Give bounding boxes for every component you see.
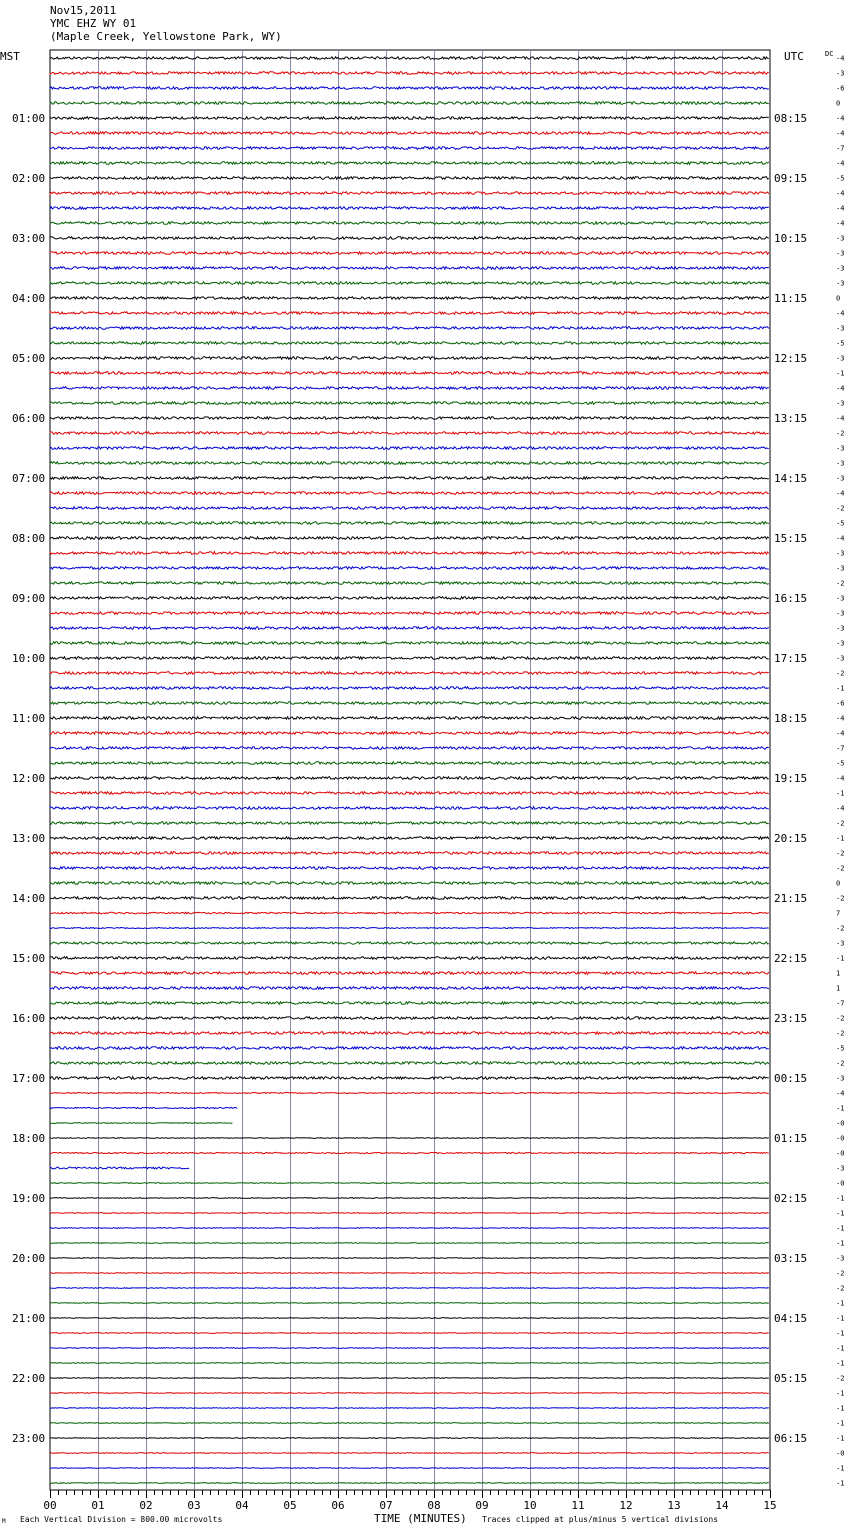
seismic-trace — [50, 1062, 769, 1065]
dc-offset-value: -4 — [836, 114, 845, 123]
left-hour-label: 03:00 — [12, 232, 46, 245]
seismic-trace — [50, 102, 769, 105]
seismic-trace — [50, 1273, 769, 1274]
right-hour-label: 05:15 — [774, 1372, 808, 1385]
x-tick-label: 04 — [235, 1499, 249, 1512]
left-hour-label: 09:00 — [12, 592, 46, 605]
seismic-trace — [50, 447, 769, 450]
seismic-trace — [50, 1408, 769, 1409]
dc-offset-value: -2 — [836, 429, 845, 438]
x-tick-label: 08 — [427, 1499, 441, 1512]
seismic-trace — [50, 312, 769, 315]
seismic-trace — [50, 432, 769, 435]
dc-offset-value: -2 — [836, 1029, 845, 1038]
left-hour-label: 21:00 — [12, 1312, 46, 1325]
dc-offset-value: -3 — [836, 459, 845, 468]
clip-note: Traces clipped at plus/minus 5 vertical divisions — [482, 1515, 719, 1524]
station-location: (Maple Creek, Yellowstone Park, WY) — [50, 30, 282, 43]
left-hour-label: 05:00 — [12, 352, 46, 365]
seismic-trace — [50, 387, 769, 390]
dc-offset-value: -3 — [836, 1254, 845, 1263]
seismic-trace — [50, 252, 769, 255]
left-timezone-label: MST — [0, 50, 20, 63]
seismic-trace — [50, 702, 769, 705]
seismic-trace — [50, 117, 769, 120]
plot-date: Nov15,2011 — [50, 4, 117, 17]
seismic-trace — [50, 1453, 769, 1454]
seismic-trace — [50, 1393, 769, 1394]
seismic-trace — [50, 552, 769, 555]
seismic-trace — [50, 417, 769, 420]
dc-offset-value: -7 — [836, 744, 845, 753]
plot-frame — [50, 50, 770, 1490]
dc-offset-value: -4 — [836, 774, 845, 783]
dc-offset-value: -3 — [836, 564, 845, 573]
seismic-trace — [50, 1032, 769, 1035]
seismic-trace — [50, 477, 769, 480]
dc-offset-value: -0 — [836, 1449, 845, 1458]
seismic-trace — [50, 1243, 769, 1244]
left-hour-label: 19:00 — [12, 1192, 46, 1205]
seismic-trace — [50, 192, 769, 195]
dc-offset-value: -5 — [836, 519, 845, 528]
seismic-trace — [50, 912, 769, 914]
dc-offset-value: -5 — [836, 339, 845, 348]
seismic-trace — [50, 237, 769, 240]
dc-offset-value: -4 — [836, 159, 845, 168]
seismic-trace — [50, 1348, 769, 1349]
seismic-trace — [50, 687, 769, 690]
seismic-trace — [50, 1288, 769, 1289]
left-hour-label: 13:00 — [12, 832, 46, 845]
dc-offset-value: -2 — [836, 864, 845, 873]
seismic-trace — [50, 837, 769, 840]
dc-offset-value: -3 — [836, 249, 845, 258]
dc-offset-value: -3 — [836, 939, 845, 948]
seismic-trace — [50, 267, 769, 270]
right-hour-label: 11:15 — [774, 292, 808, 305]
seismic-trace — [50, 942, 769, 944]
x-tick-label: 12 — [619, 1499, 633, 1512]
left-hour-label: 15:00 — [12, 952, 46, 965]
seismic-trace — [50, 1152, 769, 1153]
x-tick-label: 05 — [283, 1499, 297, 1512]
dc-offset-value: -3 — [836, 624, 845, 633]
x-tick-label: 15 — [763, 1499, 777, 1512]
seismic-trace — [50, 807, 769, 810]
seismic-trace — [50, 1303, 769, 1304]
dc-offset-value: -0 — [836, 1119, 845, 1128]
seismic-trace — [50, 1438, 769, 1439]
seismic-trace — [50, 1318, 769, 1319]
dc-offset-value: -1 — [836, 1344, 845, 1353]
dc-offset-value: -2 — [836, 924, 845, 933]
seismic-trace — [50, 177, 769, 180]
right-hour-label: 00:15 — [774, 1072, 808, 1085]
dc-offset-value: -1 — [836, 1209, 845, 1218]
seismic-trace — [50, 207, 769, 210]
dc-offset-value: -4 — [836, 309, 845, 318]
seismic-trace — [50, 627, 769, 630]
time-axis — [43, 1490, 776, 1512]
dc-offset-value: -1 — [836, 1329, 845, 1338]
vertical-division-note: Each Vertical Division = 800.00 microvolts — [20, 1515, 223, 1524]
seismic-trace — [50, 1258, 769, 1259]
seismic-trace — [50, 672, 769, 675]
dc-offset-value: -2 — [836, 504, 845, 513]
dc-offset-value: -2 — [836, 1269, 845, 1278]
dc-offset-value: -2 — [836, 1374, 845, 1383]
dc-offset-value: -3 — [836, 609, 845, 618]
dc-offset-value: -1 — [836, 1419, 845, 1428]
x-tick-label: 14 — [715, 1499, 729, 1512]
dc-offset-value: -1 — [836, 1224, 845, 1233]
dc-offset-value: -1 — [836, 1359, 845, 1368]
seismic-trace — [50, 492, 769, 495]
left-hour-label: 17:00 — [12, 1072, 46, 1085]
x-tick-label: 11 — [571, 1499, 585, 1512]
dc-offset-value: -5 — [836, 174, 845, 183]
seismic-trace — [50, 612, 769, 615]
dc-offset-value: -4 — [836, 189, 845, 198]
dc-offset-value: -1 — [836, 1104, 845, 1113]
seismic-trace — [50, 342, 769, 345]
left-hour-label: 07:00 — [12, 472, 46, 485]
right-hour-label: 02:15 — [774, 1192, 808, 1205]
dc-offset-value: -3 — [836, 1164, 845, 1173]
dc-offset-value: -1 — [836, 789, 845, 798]
seismic-trace — [50, 747, 769, 750]
dc-label: DC — [825, 50, 834, 58]
seismic-trace — [50, 582, 769, 585]
dc-offset-value: -4 — [836, 1089, 845, 1098]
dc-offset-value: 1 — [836, 984, 841, 993]
dc-offset-value: -1 — [836, 369, 845, 378]
seismic-trace — [50, 642, 769, 645]
dc-offset-value: -2 — [836, 1014, 845, 1023]
dc-offset-value: -1 — [836, 684, 845, 693]
seismic-trace — [50, 597, 769, 600]
seismic-trace — [50, 972, 769, 975]
seismic-trace — [50, 57, 769, 60]
dc-offset-value: -5 — [836, 759, 845, 768]
seismic-trace — [50, 297, 769, 300]
dc-offset-value: -3 — [836, 399, 845, 408]
dc-offset-value: -1 — [836, 1239, 845, 1248]
seismic-trace — [50, 537, 769, 540]
dc-offset-value: -3 — [836, 324, 845, 333]
dc-offset-value: 0 — [836, 294, 841, 303]
left-hour-label: 04:00 — [12, 292, 46, 305]
seismic-trace — [50, 522, 769, 525]
left-hour-label: 06:00 — [12, 412, 46, 425]
right-hour-label: 14:15 — [774, 472, 808, 485]
seismic-trace — [50, 1017, 769, 1020]
seismic-trace — [50, 507, 769, 510]
dc-offset-value: -6 — [836, 699, 845, 708]
left-hour-label: 01:00 — [12, 112, 46, 125]
dc-offset-value: -5 — [836, 1044, 845, 1053]
seismic-trace — [50, 1378, 769, 1379]
x-tick-label: 00 — [43, 1499, 57, 1512]
seismic-trace — [50, 357, 769, 360]
dc-offset-value: -3 — [836, 1074, 845, 1083]
dc-offset-value: -3 — [836, 264, 845, 273]
dc-offset-value: -3 — [836, 654, 845, 663]
dc-offset-value: 0 — [836, 879, 841, 888]
dc-offset-value: 7 — [836, 909, 841, 918]
seismic-trace — [50, 867, 769, 870]
dc-offset-value: -3 — [836, 594, 845, 603]
seismic-trace — [50, 567, 769, 570]
dc-offset-value: -4 — [836, 804, 845, 813]
dc-offset-value: -4 — [836, 714, 845, 723]
seismic-trace — [50, 957, 769, 960]
seismic-trace — [50, 852, 769, 855]
x-tick-label: 02 — [139, 1499, 153, 1512]
seismic-trace — [50, 1423, 769, 1424]
station-code: YMC EHZ WY 01 — [50, 17, 137, 30]
seismic-trace — [50, 882, 769, 885]
x-tick-label: 09 — [475, 1499, 489, 1512]
dc-offset-value: -3 — [836, 549, 845, 558]
seismic-trace — [50, 462, 769, 465]
seismic-trace — [50, 762, 769, 765]
dc-offset-value: -3 — [836, 639, 845, 648]
dc-offset-value: -4 — [836, 489, 845, 498]
dc-offset-value: -0 — [836, 1134, 845, 1143]
right-hour-label: 16:15 — [774, 592, 808, 605]
right-hour-label: 15:15 — [774, 532, 808, 545]
x-tick-label: 06 — [331, 1499, 345, 1512]
seismic-trace — [50, 1167, 189, 1169]
right-hour-label: 06:15 — [774, 1432, 808, 1445]
seismic-trace — [50, 1183, 769, 1184]
right-hour-label: 23:15 — [774, 1012, 808, 1025]
seismic-trace — [50, 1483, 769, 1484]
x-tick-label: 10 — [523, 1499, 537, 1512]
seismic-trace — [50, 147, 769, 150]
dc-offset-value: -7 — [836, 144, 845, 153]
seismic-trace — [50, 372, 769, 375]
left-hour-label: 23:00 — [12, 1432, 46, 1445]
right-hour-label: 20:15 — [774, 832, 808, 845]
right-hour-label: 22:15 — [774, 952, 808, 965]
trace-layer — [50, 57, 769, 1484]
dc-offset-value: -2 — [836, 849, 845, 858]
seismic-trace — [50, 1468, 769, 1469]
seismic-trace — [50, 657, 769, 660]
right-hour-label: 18:15 — [774, 712, 808, 725]
dc-offset-value: -1 — [836, 834, 845, 843]
seismic-trace — [50, 132, 769, 135]
seismic-trace — [50, 1228, 769, 1229]
right-hour-label: 17:15 — [774, 652, 808, 665]
dc-offset-value: -1 — [836, 954, 845, 963]
seismic-trace — [50, 1107, 237, 1108]
dc-offset-value: -4 — [836, 219, 845, 228]
right-hour-label: 21:15 — [774, 892, 808, 905]
dc-offset-value: -4 — [836, 414, 845, 423]
right-hour-label: 01:15 — [774, 1132, 808, 1145]
dc-offset-value: -3 — [836, 279, 845, 288]
left-hour-label: 18:00 — [12, 1132, 46, 1145]
dc-offset-value: -4 — [836, 129, 845, 138]
right-hour-label: 10:15 — [774, 232, 808, 245]
dc-offset-value: -1 — [836, 1434, 845, 1443]
dc-offset-value: -7 — [836, 999, 845, 1008]
plot-grid — [50, 50, 770, 1490]
footer-corner-mark: M — [2, 1518, 6, 1525]
right-hour-label: 19:15 — [774, 772, 808, 785]
seismic-trace — [50, 1047, 769, 1050]
seismic-trace — [50, 1077, 769, 1080]
dc-offset-value: -0 — [836, 1179, 845, 1188]
dc-offset-value: -3 — [836, 69, 845, 78]
left-hour-label: 08:00 — [12, 532, 46, 545]
dc-offset-value: -4 — [836, 384, 845, 393]
seismic-trace — [50, 928, 769, 929]
left-hour-label: 10:00 — [12, 652, 46, 665]
seismic-trace — [50, 777, 769, 780]
dc-offset-value: -6 — [836, 84, 845, 93]
dc-offset-value: -3 — [836, 444, 845, 453]
seismic-trace — [50, 162, 769, 165]
right-hour-label: 13:15 — [774, 412, 808, 425]
x-tick-label: 07 — [379, 1499, 393, 1512]
dc-offset-value: -4 — [836, 54, 845, 63]
seismic-trace — [50, 282, 769, 285]
seismic-trace — [50, 87, 769, 90]
x-tick-label: 03 — [187, 1499, 201, 1512]
dc-offset-value: -3 — [836, 354, 845, 363]
seismic-trace — [50, 402, 769, 405]
dc-offset-value: -4 — [836, 729, 845, 738]
left-hour-label: 22:00 — [12, 1372, 46, 1385]
dc-offset-value: -2 — [836, 579, 845, 588]
right-hour-label: 03:15 — [774, 1252, 808, 1265]
left-hour-label: 20:00 — [12, 1252, 46, 1265]
dc-offset-value: -1 — [836, 1314, 845, 1323]
right-hour-label: 09:15 — [774, 172, 808, 185]
seismic-trace — [50, 1093, 769, 1094]
right-hour-label: 04:15 — [774, 1312, 808, 1325]
dc-offset-value: -2 — [836, 1059, 845, 1068]
dc-offset-value: -1 — [836, 1299, 845, 1308]
left-hour-label: 12:00 — [12, 772, 46, 785]
dc-offset-value: -2 — [836, 894, 845, 903]
seismic-trace — [50, 222, 769, 225]
seismic-trace — [50, 327, 769, 330]
left-hour-label: 11:00 — [12, 712, 46, 725]
dc-offset-value: -0 — [836, 1149, 845, 1158]
seismic-trace — [50, 1333, 769, 1334]
dc-offset-value: -2 — [836, 669, 845, 678]
dc-offset-value: -2 — [836, 1284, 845, 1293]
x-tick-label: 01 — [91, 1499, 105, 1512]
dc-offset-value: -3 — [836, 474, 845, 483]
dc-offset-value: -1 — [836, 1479, 845, 1488]
dc-offset-value: -1 — [836, 1464, 845, 1473]
dc-offset-value: -1 — [836, 1389, 845, 1398]
dc-offset-value: -1 — [836, 1404, 845, 1413]
seismic-trace — [50, 1123, 232, 1124]
seismic-trace — [50, 792, 769, 795]
right-hour-label: 08:15 — [774, 112, 808, 125]
seismic-trace — [50, 1138, 769, 1139]
seismic-trace — [50, 897, 769, 900]
seismic-trace — [50, 1363, 769, 1364]
right-hour-label: 12:15 — [774, 352, 808, 365]
seismic-trace — [50, 1002, 769, 1005]
dc-offset-value: -1 — [836, 1194, 845, 1203]
left-hour-label: 02:00 — [12, 172, 46, 185]
x-axis-title: TIME (MINUTES) — [374, 1512, 467, 1525]
seismic-trace — [50, 717, 769, 720]
dc-offset-value: 1 — [836, 969, 841, 978]
seismic-trace — [50, 72, 769, 75]
seismic-trace — [50, 987, 769, 990]
left-hour-label: 16:00 — [12, 1012, 46, 1025]
seismic-trace — [50, 732, 769, 735]
seismic-trace — [50, 822, 769, 825]
seismic-trace — [50, 1213, 769, 1214]
right-timezone-label: UTC — [784, 50, 804, 63]
dc-offset-value: -4 — [836, 204, 845, 213]
dc-offset-value: 0 — [836, 99, 841, 108]
dc-offset-value: -4 — [836, 534, 845, 543]
dc-offset-value: -2 — [836, 819, 845, 828]
seismic-trace — [50, 1198, 769, 1199]
left-hour-label: 14:00 — [12, 892, 46, 905]
dc-offset-value: -3 — [836, 234, 845, 243]
x-tick-label: 13 — [667, 1499, 681, 1512]
